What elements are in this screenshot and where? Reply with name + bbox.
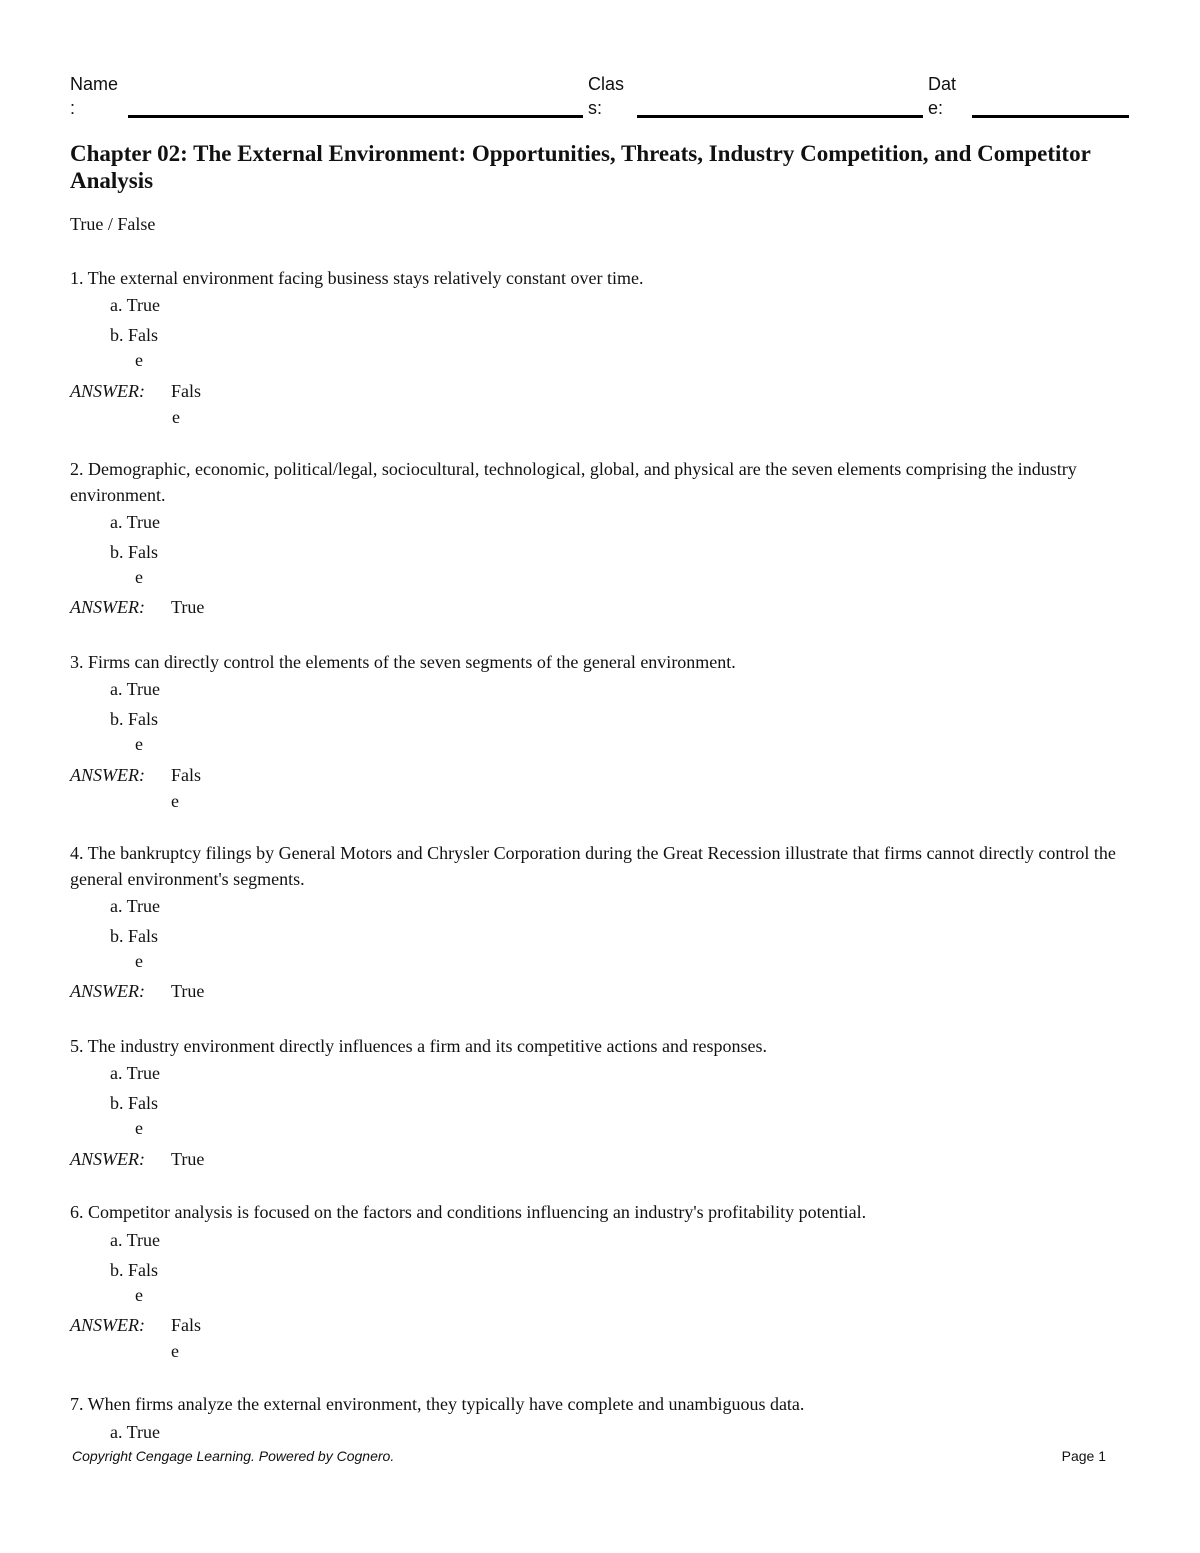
q6-option-a[interactable]: a. True	[110, 1230, 161, 1250]
q2-option-b[interactable]: b. Fals e	[110, 542, 159, 587]
q6-option-b[interactable]: b. Fals e	[110, 1260, 159, 1305]
q6-answer: Fals e	[171, 1315, 202, 1361]
date-field[interactable]	[972, 115, 1129, 118]
q3-answer-label: ANSWER:	[70, 765, 145, 785]
q4-option-a[interactable]: a. True	[110, 896, 161, 916]
q2-option-a[interactable]: a. True	[110, 512, 161, 532]
q6-answer-label: ANSWER:	[70, 1315, 145, 1335]
q3-answer: Fals e	[171, 765, 202, 811]
name-label: Name :	[70, 74, 119, 118]
q5-option-a[interactable]: a. True	[110, 1063, 161, 1083]
section-heading: True / False	[70, 214, 156, 234]
page-title: Chapter 02: The External Environment: Opportunities, Threats, Industry Competition, and Competitor Analysis	[70, 141, 1091, 193]
q2-answer-label: ANSWER:	[70, 597, 145, 617]
q1-option-b[interactable]: b. Fals e	[110, 325, 159, 370]
q2-answer: True	[171, 597, 205, 617]
q3-option-b[interactable]: b. Fals e	[110, 709, 159, 754]
q4-answer-label: ANSWER:	[70, 981, 145, 1001]
q1-option-a[interactable]: a. True	[110, 295, 161, 315]
footer-copyright: Copyright Cengage Learning. Powered by Cognero.	[72, 1448, 395, 1464]
q5-answer: True	[171, 1149, 205, 1169]
page-number: Page 1	[1061, 1448, 1106, 1464]
q4-answer: True	[171, 981, 205, 1001]
question-6: 6. Competitor analysis is focused on the factors and conditions influencing an industry's profitability potential.	[70, 1202, 867, 1222]
class-label: Clas s:	[588, 74, 625, 118]
date-label: Dat e:	[928, 74, 957, 118]
question-5: 5. The industry environment directly influences a firm and its competitive actions and responses.	[70, 1036, 767, 1056]
question-2: 2. Demographic, economic, political/legal, sociocultural, technological, global, and physical are the seven elements comprising the industry environment.	[70, 459, 1077, 505]
q1-answer-label: ANSWER:	[70, 381, 145, 401]
name-field[interactable]	[128, 115, 583, 118]
q5-answer-label: ANSWER:	[70, 1149, 145, 1169]
q1-answer: Fals e	[171, 381, 202, 427]
question-1: 1. The external environment facing business stays relatively constant over time.	[70, 268, 644, 288]
q4-option-b[interactable]: b. Fals e	[110, 926, 159, 971]
q5-option-b[interactable]: b. Fals e	[110, 1093, 159, 1138]
question-3: 3. Firms can directly control the elements of the seven segments of the general environment.	[70, 652, 736, 672]
question-7: 7. When firms analyze the external environment, they typically have complete and unambiguous data.	[70, 1394, 805, 1414]
question-4: 4. The bankruptcy filings by General Motors and Chrysler Corporation during the Great Recession illustrate that firms cannot directly control the general environment's segments.	[70, 843, 1116, 889]
q3-option-a[interactable]: a. True	[110, 679, 161, 699]
q7-option-a[interactable]: a. True	[110, 1422, 161, 1442]
class-field[interactable]	[637, 115, 923, 118]
